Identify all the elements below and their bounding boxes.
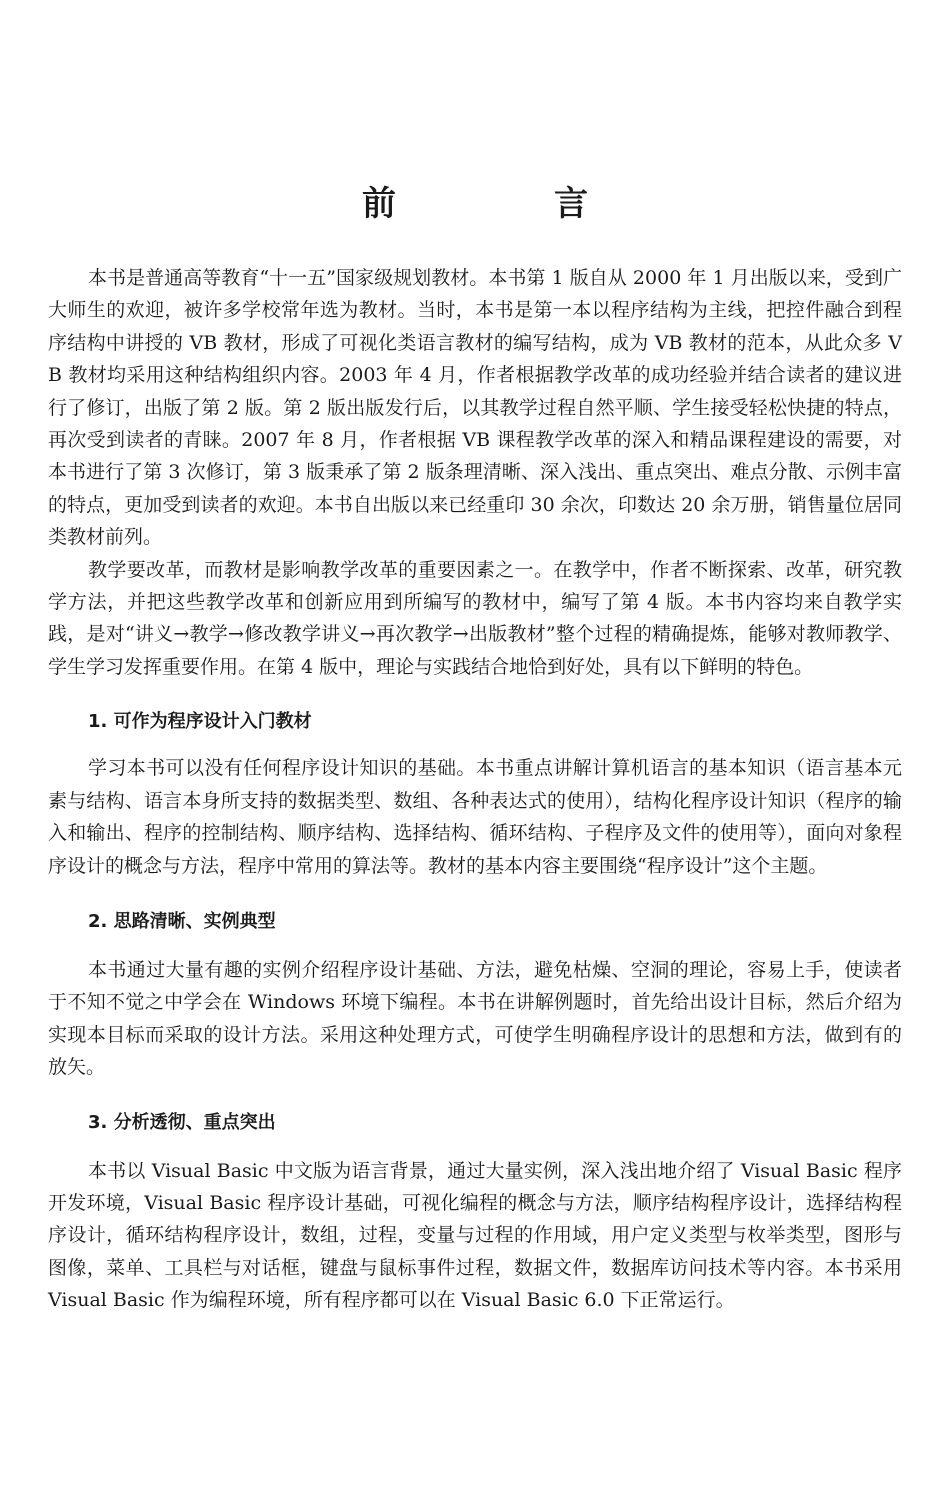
section-heading-3: 3. 分析透彻、重点突出 (88, 1111, 276, 1133)
section-heading-1: 1. 可作为程序设计入门教材 (88, 711, 312, 733)
paragraph-section-1: 学习本书可以没有任何程序设计知识的基础。本书重点讲解计算机语言的基本知识（语言基本元素与结构、语言本身所支持的数据类型、数组、各种表达式的使用），结构化程序设计知识（程序的输入和输出、程序的控制结构、顺序结构、选择结构、循环结构、子程序及文件的使用等），面向对象程序设计的概念与方法，程序中常用的算法等。教材的基本内容主要围绕“程序设计”这个主题。 (48, 757, 902, 877)
preface-page (48, 184, 902, 1317)
paragraph-intro-history: 本书是普通高等教育“十一五”国家级规划教材。本书第 1 版自从 2000 年 1 月出版以来，受到广大师生的欢迎，被许多学校常年选为教材。当时，本书是第一本以程序结构为主线，把控件融合到程序结构中讲授的 VB 教材，形成了可视化类语言教材的编写结构，成为 VB 教材的范本，从此众多 VB 教材均采用这种结构组织内容。2003 年 4 月，作者根据教学改革的成功经验并结合读者的建议进行了修订，出版了第 2 版。第 2 版出版发行后，以其教学过程自然平顺、学生接受轻松快捷的特点，再次受到读者的青睐。2007 年 8 月，作者根据 VB 课程教学改革的深入和精品课程建设的需要，对本书进行了第 3 次修订，第 3 版秉承了第 2 版条理清晰、深入浅出、重点突出、难点分散、示例丰富的特点，更加受到读者的欢迎。本书自出版以来已经重印 30 余次，印数达 20 余万册，销售量位居同类教材前列。 (48, 267, 902, 549)
section-heading-2: 2. 思路清晰、实例典型 (88, 910, 276, 932)
paragraph-section-3: 本书以 Visual Basic 中文版为语言背景，通过大量实例，深入浅出地介绍了 Visual Basic 程序开发环境，Visual Basic 程序设计基础，可视化编程的概念与方法，顺序结构程序设计，选择结构程序设计，循环结构程序设计，数组，过程，变量与过程的作用域，用户定义类型与枚举类型，图形与图像，菜单、工具栏与对话框，键盘与鼠标事件过程，数据文件，数据库访问技术等内容。本书采用 Visual Basic 作为编程环境，所有程序都可以在 Visual Basic 6.0 下正常运行。 (48, 1159, 902, 1312)
paragraph-section-2: 本书通过大量有趣的实例介绍程序设计基础、方法，避免枯燥、空洞的理论，容易上手，使读者于不知不觉之中学会在 Windows 环境下编程。本书在讲解例题时，首先给出设计目标，然后介绍为实现本目标而采取的设计方法。采用这种处理方式，可使学生明确程序设计的思想和方法，做到有的放矢。 (48, 958, 902, 1079)
page-title: 前 言 (362, 184, 650, 224)
paragraph-teaching-reform: 教学要改革，而教材是影响教学改革的重要因素之一。在教学中，作者不断探索、改革，研究教学方法，并把这些教学改革和创新应用到所编写的教材中，编写了第 4 版。本书内容均来自教学实践，是对“讲义→教学→修改教学讲义→再次教学→出版教材”整个过程的精确提炼，能够对教师教学、学生学习发挥重要作用。在第 4 版中，理论与实践结合地恰到好处，具有以下鲜明的特色。 (48, 558, 902, 678)
